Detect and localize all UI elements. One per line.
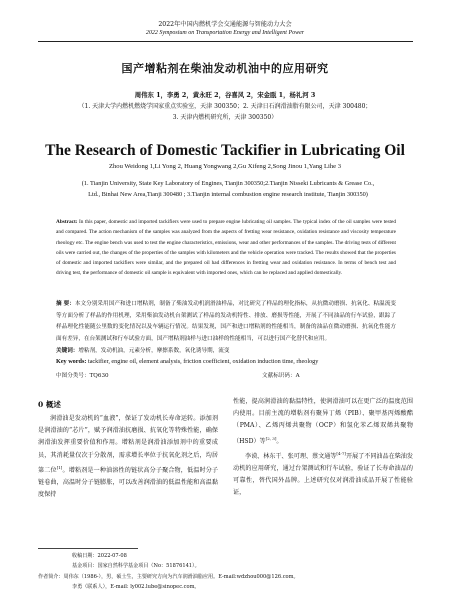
citation: [2, 3]	[265, 435, 277, 441]
abstract-en	[56, 217, 396, 279]
footnotes	[38, 551, 418, 592]
document-code: 文献标识码：A	[262, 373, 300, 379]
clc-number: 中图分类号：TQ630	[56, 373, 109, 379]
abstract-zh-label: 摘 要：	[56, 301, 75, 307]
paper-title-zh: 国产增粘剂在柴油发动机油中的应用研究	[121, 62, 329, 75]
header-rule	[38, 41, 413, 42]
keywords-en-label: Key words:	[56, 358, 87, 365]
paragraph	[38, 413, 218, 501]
abstract-en-label: Abstract:	[56, 219, 78, 225]
keywords-zh-text: 增粘剂，发动机油，元素分析，摩擦系数，氧化诱导期，流变	[78, 348, 230, 354]
footnote-fund: 基金项目：国家自然科学基金项目（No：51876141）。	[72, 563, 200, 570]
paragraph	[233, 396, 413, 448]
paragraph-text: 。增粘剂是一种油溶性的链状高分子聚合物，低温时分子链卷曲，高温时分子链膨胀，可以改善润滑油的低温性能和高温黏度保持	[38, 466, 219, 499]
abstract-zh	[56, 299, 396, 345]
conference-title-en: 2022 Symposium on Transportation Energy and Intelligent Power	[145, 30, 305, 36]
paragraph-text: 润滑油是发动机的“血液”，保证了发动机长寿命运转。添加剂是润滑油的“芯片”，赋予润滑油抗磨损、抗氧化等特殊性能，确保润滑油发挥重要价值和作用。增粘剂是润滑油添加剂中的重要成员，其消耗量仅次于分散剂，需求增长率位于抗氧化剂之后，均居第二位	[38, 415, 218, 474]
body-column-left	[38, 413, 218, 501]
footnote-received: 收稿日期：2022-07-08	[72, 553, 127, 559]
authors-en: Zhou Weidong 1,Li Yong 2, Huang Yongwang 2,Gu Xifeng 2,Song Jinou 1,Yang Lihe 3	[108, 163, 342, 170]
conference-title-zh: 2022年中国内燃机学会交通能源与智能动力大会	[158, 21, 292, 28]
affiliations-en: (1. Tianjin University, State Key Laboratory of Engines, Tianjin 300350;2.Tianjin Nisseki Lubricants & Grease Co., Ltd., Binhai New Area,Tianji 300480 ; 3.Tianjin internal combustion engine research institute, Tianjin 300350)	[81, 180, 375, 198]
affiliation-zh-line1: （1. 天津大学内燃机燃烧学国家重点实验室，天津 300350；2. 天津日石润滑油脂有限公司，天津 300480；	[78, 103, 372, 110]
keywords-zh	[56, 346, 396, 354]
abstract-en-text: In this paper, domestic and imported tackifiers were used to prepare engine lubricating oil samples. The typical index of the oil samples were tested and compared. The action mechanism of the samples was analyzed from the aspects of fretting wear resistance, oxidation resistance and viscosity temperature rheology etc. The engine bench was used to test the engine characteristics, emissions, wear and other performances of the samples. The driving tests of different oils were carried out, the changes of the properties of the samples with kilometers and the vehicle operation were tracked. The results showed that the properties of domestic and imported tackifiers were similar, and the prepared oil had differences in fretting wear and oxidation resistance. In terms of bench test and driving test, the performance of domestic oil sample is equivalent with imported ones, which can be replaced and applied domestically.	[56, 219, 396, 277]
authors-zh: 周伟东 1，李勇 2，黄永旺 2，谷喜风 2，宋金瓯 1，杨礼河 3	[134, 91, 316, 99]
paragraph-text: 性能，提高润滑油的黏温特性，使润滑油可以在更广泛的温度范围内使用。目前主流的增粘剂有聚异丁烯（PIB）、聚甲基丙烯酸酯（PMA）、乙烯丙烯共聚物（OCP）和氢化苯乙烯双烯共聚物（HSD）等	[233, 398, 413, 445]
body-column-right	[233, 396, 413, 500]
paragraph-text: 李谟、林东干、张可理、蔡文通等	[245, 452, 337, 460]
abstract-zh-text: 本文分别采用国产和进口增粘剂，制备了柴油发动机润滑油样品，对比研究了样品的理化指标，从抗微动磨损、抗氧化、粘温流变等方面分析了样品的作用机理，采用柴油发动机台架测试了样品的发动机特性、排放、磨损等性能，开展了不同油品的行车试验，跟踪了样品理化性能随公里数的变化情况以及车辆运行情况。结果发现，国产和进口增粘剂的性能相当，制备的油品在微动磨损、抗氧化性能方面有差异，在台架测试和行车试验方面，国产增粘剂油样与进口油样的性能相当，可以进行国产化替代和应用。	[56, 301, 396, 342]
paragraph	[233, 448, 413, 500]
paper-title-en: The Research of Domestic Tackifier in Lubricating Oil	[45, 142, 405, 159]
footnote-rule	[38, 548, 138, 549]
footnote-author: 作者简介：周伟东（1986-），男，硕士生，主要研究方向为汽车润滑油脂应用。E-mail:wdzhou000@126.com。	[38, 573, 299, 580]
keywords-en-text: tackifier, engine oil, element analysis, friction coefficient, oxidation induction time, rheology	[87, 358, 319, 365]
affiliations-zh	[0, 101, 450, 123]
footnote-contact: 李勇（联系人），E-mail: ly002.lube@sinopec.com。	[72, 583, 200, 590]
citation: [1]	[56, 464, 63, 470]
paragraph-text: 开展了不同油品在柴油发动机的应用研究，通过台架测试和行车试验，验证了长寿命油品的可靠性，替代国外品牌。上述研究仅对润滑油成品开展了性能验证，	[233, 452, 413, 497]
keywords-en	[56, 358, 396, 365]
affiliation-zh-line2: 3. 天津内燃机研究所，天津 300350）	[172, 114, 278, 121]
paragraph-text: 。	[276, 437, 283, 445]
keywords-zh-label: 关键词：	[56, 348, 79, 354]
section-heading: 0 概述	[38, 400, 61, 409]
citation: [4-7]	[336, 450, 346, 456]
